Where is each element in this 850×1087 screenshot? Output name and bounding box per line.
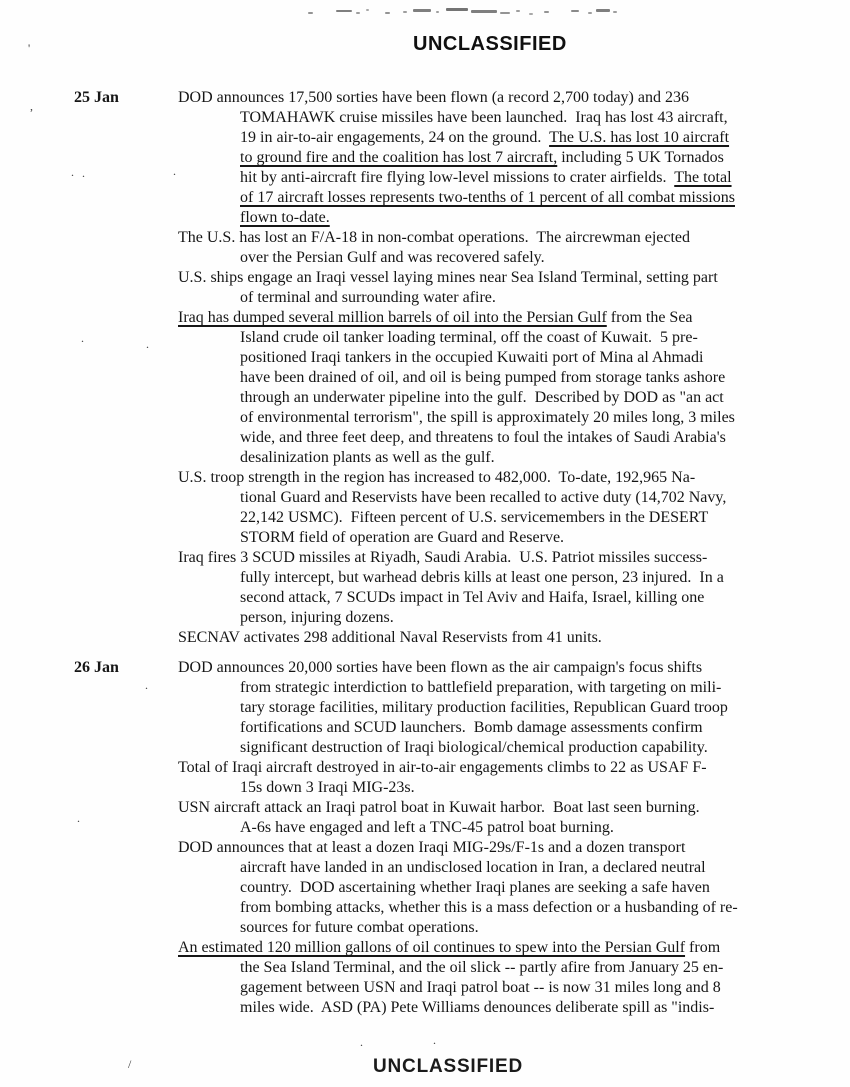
entry-paragraphs [178, 88, 814, 648]
body-text: 22,142 USMC). Fifteen percent of U.S. servicemembers in the DESERT [240, 509, 709, 526]
underlined-text: of 17 aircraft losses represents two-tenths of 1 percent of all combat missions [240, 189, 735, 206]
body-text: The U.S. has lost an F/A-18 in non-combat operations. The aircrewman ejected [178, 229, 691, 246]
paragraph [178, 548, 814, 628]
entry-date: 26 Jan [74, 659, 119, 676]
classification-footer: UNCLASSIFIED [373, 1056, 523, 1077]
text-line [178, 108, 814, 128]
scanner-smudge-mark [436, 11, 439, 13]
text-line [178, 188, 814, 208]
text-line [178, 228, 814, 248]
text-line [178, 288, 814, 308]
text-line [178, 818, 814, 838]
text-line [178, 678, 814, 698]
text-line [178, 148, 814, 168]
text-line [178, 168, 814, 188]
body-text: Island crude oil tanker loading terminal, off the coast of Kuwait. 5 pre- [240, 329, 698, 346]
text-line [178, 88, 814, 108]
scan-speck: . [146, 337, 149, 351]
text-line [178, 508, 814, 528]
body-text: gagement between USN and Iraqi patrol boat -- is now 31 miles long and 8 [240, 979, 721, 996]
body-text: significant destruction of Iraqi biological/chemical production capability. [240, 739, 708, 756]
scan-speck: . [77, 811, 80, 825]
body-text: SECNAV activates 298 additional Naval Reservists from 41 units. [178, 629, 602, 646]
paragraph [178, 88, 814, 228]
paragraph [178, 228, 814, 268]
log-entry [74, 658, 814, 1018]
scan-speck: ' [28, 41, 31, 55]
scanner-smudge-mark [544, 11, 549, 13]
text-line [178, 778, 814, 798]
text-line [178, 858, 814, 878]
body-text: hit by anti-aircraft fire flying low-level missions to crater airfields. [240, 169, 675, 186]
text-line [178, 468, 814, 488]
body-text: A-6s have engaged and left a TNC-45 patrol boat burning. [240, 819, 614, 836]
scanner-smudge-mark [471, 10, 497, 13]
text-line [178, 128, 814, 148]
scanner-smudge-mark [500, 12, 510, 14]
text-line [178, 838, 814, 858]
paragraph [178, 658, 814, 758]
text-line [178, 718, 814, 738]
paragraph [178, 758, 814, 798]
scanner-smudge-mark [516, 10, 520, 12]
body-text: USN aircraft attack an Iraqi patrol boat in Kuwait harbor. Boat last seen burning. [178, 799, 700, 816]
body-text: country. DOD ascertaining whether Iraqi planes are seeking a safe haven [240, 879, 710, 896]
body-text: of terminal and surrounding water afire. [240, 289, 496, 306]
body-text: tary storage facilities, military production facilities, Republican Guard troop [240, 699, 728, 716]
text-line [178, 408, 814, 428]
body-text: through an underwater pipeline into the gulf. Described by DOD as "an act [240, 389, 724, 406]
text-line [178, 588, 814, 608]
body-text: the Sea Island Terminal, and the oil slick -- partly afire from January 25 en- [240, 959, 724, 976]
paragraph [178, 468, 814, 548]
body-text: DOD announces 17,500 sorties have been flown (a record 2,700 today) and 236 [178, 89, 689, 106]
body-text: Total of Iraqi aircraft destroyed in air-to-air engagements climbs to 22 as USAF F- [178, 759, 707, 776]
text-line [178, 528, 814, 548]
scan-speck: . [82, 166, 85, 180]
body-text: from bombing attacks, whether this is a mass defection or a husbanding of re- [240, 899, 738, 916]
text-line [178, 798, 814, 818]
chronology-entries [74, 88, 814, 1028]
underlined-text: An estimated 120 million gallons of oil continues to spew into the Persian Gulf [178, 939, 686, 956]
body-text: of environmental terrorism", the spill is approximately 20 miles long, 3 miles [240, 409, 735, 426]
text-line [178, 268, 814, 288]
body-text: 15s down 3 Iraqi MIG-23s. [240, 779, 415, 796]
paragraph [178, 838, 814, 938]
scanner-smudge-mark [403, 11, 407, 13]
scanner-smudge-mark [385, 12, 390, 14]
text-line [178, 998, 814, 1018]
body-text: person, injuring dozens. [240, 609, 394, 626]
classification-header: UNCLASSIFIED [413, 33, 567, 55]
text-line [178, 978, 814, 998]
text-line [178, 658, 814, 678]
text-line [178, 958, 814, 978]
scan-speck: . [360, 1035, 363, 1049]
text-line [178, 698, 814, 718]
scan-speck: . [81, 331, 84, 345]
body-text: fortifications and SCUD launchers. Bomb damage assessments confirm [240, 719, 703, 736]
entry-date: 25 Jan [74, 89, 119, 106]
paragraph [178, 938, 814, 1018]
body-text: U.S. ships engage an Iraqi vessel laying mines near Sea Island Terminal, setting part [178, 269, 718, 286]
body-text: sources for future combat operations. [240, 919, 479, 936]
body-text: wide, and three feet deep, and threatens to foul the intakes of Saudi Arabia's [240, 429, 726, 446]
body-text: desalinization plants as well as the gulf. [240, 449, 495, 466]
scan-speck: / [128, 1057, 132, 1071]
paragraph [178, 628, 814, 648]
log-entry [74, 88, 814, 648]
text-line [178, 208, 814, 228]
body-text: tional Guard and Reservists have been recalled to active duty (14,702 Navy, [240, 489, 727, 506]
underlined-text: flown to-date. [240, 209, 330, 226]
text-line [178, 628, 814, 648]
body-text: TOMAHAWK cruise missiles have been launched. Iraq has lost 43 aircraft, [240, 109, 728, 126]
text-line [178, 938, 814, 958]
scanner-smudge-mark [446, 8, 468, 11]
text-line [178, 368, 814, 388]
entry-paragraphs [178, 658, 814, 1018]
text-line [178, 348, 814, 368]
text-line [178, 308, 814, 328]
body-text: including 5 UK Tornados [557, 149, 724, 166]
text-line [178, 388, 814, 408]
underlined-text: The total [674, 169, 732, 186]
body-text: DOD announces 20,000 sorties have been flown as the air campaign's focus shifts [178, 659, 703, 676]
body-text: fully intercept, but warhead debris kills at least one person, 23 injured. In a [240, 569, 724, 586]
scan-speck: . [145, 678, 148, 692]
scanner-smudge-mark [336, 10, 352, 12]
underlined-text: Iraq has dumped several million barrels of oil into the Persian Gulf [178, 309, 607, 326]
paragraph [178, 798, 814, 838]
text-line [178, 568, 814, 588]
scan-speck: . [71, 165, 74, 179]
text-line [178, 608, 814, 628]
text-line [178, 548, 814, 568]
paragraph [178, 268, 814, 308]
body-text: 19 in air-to-air engagements, 24 on the ground. [240, 129, 550, 146]
text-line [178, 738, 814, 758]
body-text: from the Sea [606, 309, 693, 326]
scanner-smudge-mark [613, 11, 617, 13]
paragraph [178, 308, 814, 468]
scanner-smudge-mark [529, 13, 533, 15]
text-line [178, 758, 814, 778]
body-text: positioned Iraqi tankers in the occupied Kuwaiti port of Mina al Ahmadi [240, 349, 704, 366]
body-text: STORM field of operation are Guard and Reserve. [240, 529, 565, 546]
scan-speck: , [30, 99, 33, 113]
body-text: from strategic interdiction to battlefield preparation, with targeting on mili- [240, 679, 722, 696]
text-line [178, 248, 814, 268]
body-text: Iraq fires 3 SCUD missiles at Riyadh, Saudi Arabia. U.S. Patriot missiles success- [178, 549, 708, 566]
scanner-smudge-mark [571, 10, 579, 12]
body-text: DOD announces that at least a dozen Iraqi MIG-29s/F-1s and a dozen transport [178, 839, 686, 856]
text-line [178, 428, 814, 448]
text-line [178, 918, 814, 938]
underlined-text: to ground fire and the coalition has lost 7 aircraft, [240, 149, 558, 166]
text-line [178, 898, 814, 918]
text-line [178, 488, 814, 508]
scanner-smudge-mark [366, 9, 369, 11]
scanner-smudge-mark [308, 12, 313, 14]
body-text: U.S. troop strength in the region has increased to 482,000. To-date, 192,965 Na- [178, 469, 696, 486]
scan-speck: . [173, 164, 176, 178]
scanner-smudge-mark [596, 9, 610, 12]
underlined-text: The U.S. has lost 10 aircraft [549, 129, 730, 146]
body-text: miles wide. ASD (PA) Pete Williams denounces deliberate spill as "indis- [240, 999, 715, 1016]
scanner-smudge-mark [588, 12, 592, 14]
text-line [178, 878, 814, 898]
body-text: from [685, 939, 721, 956]
scanner-smudge-mark [356, 12, 360, 14]
scan-speck: . [433, 1033, 436, 1047]
text-line [178, 448, 814, 468]
scanner-smudge-mark [413, 9, 431, 12]
body-text: over the Persian Gulf and was recovered safely. [240, 249, 545, 266]
body-text: aircraft have landed in an undisclosed location in Iran, a declared neutral [240, 859, 706, 876]
text-line [178, 328, 814, 348]
body-text: second attack, 7 SCUDs impact in Tel Aviv and Haifa, Israel, killing one [240, 589, 705, 606]
body-text: have been drained of oil, and oil is being pumped from storage tanks ashore [240, 369, 726, 386]
